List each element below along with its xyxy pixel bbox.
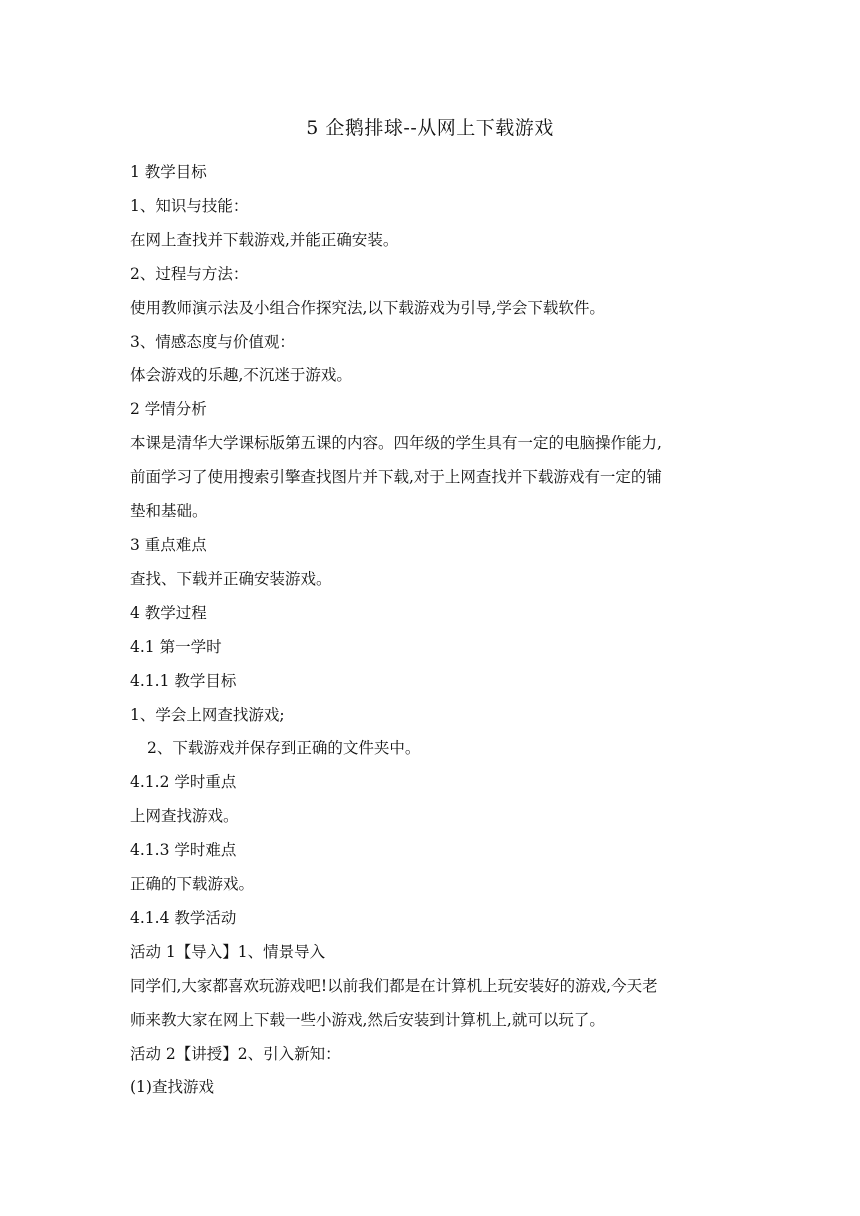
list-item: 1、学会上网查找游戏; <box>130 705 285 724</box>
subsection-heading: 4.1 第一学时 <box>130 637 222 656</box>
subsection-heading: 2、过程与方法： <box>130 264 249 283</box>
subsection-heading: 4.1.1 教学目标 <box>130 671 237 690</box>
document-title: 5 企鹅排球--从网上下载游戏 <box>306 117 554 139</box>
subsection-heading: 3、情感态度与价值观： <box>130 332 295 351</box>
activity-heading: 活动 2【讲授】2、引入新知： <box>130 1044 341 1063</box>
paragraph: 查找、下载并正确安装游戏。 <box>130 569 332 588</box>
paragraph: 使用教师演示法及小组合作探究法,以下载游戏为引导,学会下载软件。 <box>130 298 605 317</box>
subsection-heading: 4.1.2 学时重点 <box>130 773 237 792</box>
activity-heading: 活动 1【导入】1、情景导入 <box>130 942 326 961</box>
list-item: 2、下载游戏并保存到正确的文件夹中。 <box>147 739 421 758</box>
paragraph: 前面学习了使用搜索引擎查找图片并下载,对于上网查找并下载游戏有一定的铺 <box>130 468 662 487</box>
paragraph: 垫和基础。 <box>130 502 208 521</box>
paragraph: 正确的下载游戏。 <box>130 875 255 894</box>
subsection-heading: 1、知识与技能： <box>130 196 249 215</box>
paragraph: 本课是清华大学课标版第五课的内容。四年级的学生具有一定的电脑操作能力, <box>130 434 662 453</box>
paragraph: 上网查找游戏。 <box>130 807 239 826</box>
document-body <box>130 156 750 1105</box>
section-heading: 2 学情分析 <box>130 400 207 419</box>
subsection-heading: 4.1.3 学时难点 <box>130 841 237 860</box>
section-heading: 3 重点难点 <box>130 535 207 554</box>
list-item: (1)查找游戏 <box>130 1078 214 1097</box>
paragraph: 师来教大家在网上下载一些小游戏,然后安装到计算机上,就可以玩了。 <box>130 1010 605 1029</box>
paragraph: 同学们,大家都喜欢玩游戏吧!以前我们都是在计算机上玩安装好的游戏,今天老 <box>130 976 658 995</box>
paragraph: 体会游戏的乐趣,不沉迷于游戏。 <box>130 366 352 385</box>
subsection-heading: 4.1.4 教学活动 <box>130 908 237 927</box>
paragraph: 在网上查找并下载游戏,并能正确安装。 <box>130 230 399 249</box>
section-heading: 4 教学过程 <box>130 603 207 622</box>
section-heading: 1 教学目标 <box>130 163 207 181</box>
